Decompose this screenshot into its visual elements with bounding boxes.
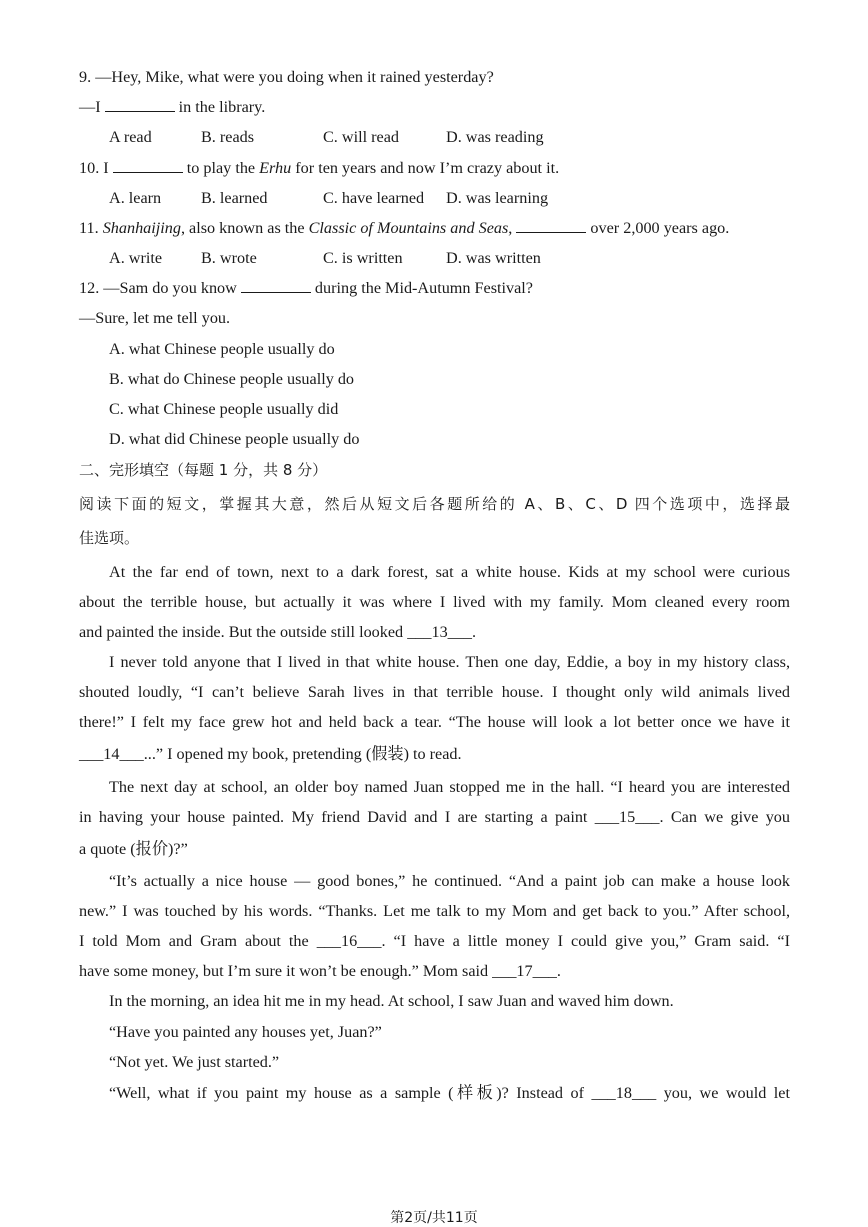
question-text: in the library. xyxy=(178,98,266,116)
question-9-answer-line xyxy=(79,97,265,117)
passage-line: about the terrible house, but actually it was where I lived with my family. Mom cleaned every room xyxy=(79,593,790,611)
option-a[interactable]: A. write xyxy=(109,249,163,267)
passage-line: and painted the inside. But the outside still looked ___13___. xyxy=(79,623,476,641)
question-9-options xyxy=(109,127,544,147)
question-text: for ten years and now I’m crazy about it. xyxy=(295,159,560,177)
question-number: 12. xyxy=(79,279,100,297)
question-12-stem xyxy=(79,278,533,298)
option-a[interactable]: A. what Chinese people usually do xyxy=(109,340,335,358)
passage-line: shouted loudly, “I can’t believe Sarah lives in that terrible house. I thought only wild animals lived xyxy=(79,683,790,701)
option-c[interactable]: C. will read xyxy=(323,128,399,146)
italic-term: Classic of Mountains and Seas xyxy=(308,219,509,237)
question-text: —I xyxy=(79,98,101,116)
option-a[interactable]: A read xyxy=(109,128,152,146)
question-text: —Sure, let me tell you. xyxy=(79,309,231,327)
passage-line: At the far end of town, next to a dark forest, sat a white house. Kids at my school were curious xyxy=(109,563,790,581)
question-12-reply xyxy=(79,308,230,328)
section-instruction: 阅读下面的短文，掌握其大意，然后从短文后各题所给的 A、B、C、D 四个选项中，选择最 xyxy=(79,495,790,513)
question-text: during the Mid-Autumn Festival? xyxy=(314,279,533,297)
answer-blank xyxy=(516,218,586,233)
option-b[interactable]: B. reads xyxy=(201,128,255,146)
answer-blank xyxy=(113,158,183,173)
question-11-options xyxy=(109,248,541,268)
question-11-stem xyxy=(79,218,729,238)
passage-line: “Not yet. We just started.” xyxy=(109,1053,280,1071)
option-b[interactable]: B. learned xyxy=(201,189,268,207)
question-text: to play the xyxy=(186,159,256,177)
passage-line: in having your house painted. My friend David and I are starting a paint ___15___. Can we give you xyxy=(79,808,790,826)
italic-term: Shanhaijing xyxy=(102,219,181,237)
option-a[interactable]: A. learn xyxy=(109,189,162,207)
answer-blank xyxy=(241,278,311,293)
option-c[interactable]: C. is written xyxy=(323,249,403,267)
question-9-stem xyxy=(79,67,494,87)
option-d[interactable]: D. was learning xyxy=(446,189,549,207)
option-d[interactable]: D. was written xyxy=(446,249,541,267)
option-c[interactable]: C. what Chinese people usually did xyxy=(109,400,339,418)
question-text: , also known as the xyxy=(180,219,305,237)
question-text: —Sam do you know xyxy=(103,279,237,297)
passage-line: ___14___...” I opened my book, pretending (假装) to read. xyxy=(79,745,462,763)
passage-line: The next day at school, an older boy named Juan stopped me in the hall. “I heard you are interested xyxy=(109,778,790,796)
option-b[interactable]: B. wrote xyxy=(201,249,257,267)
option-d[interactable]: D. what did Chinese people usually do xyxy=(109,430,360,448)
passage-line: there!” I felt my face grew hot and held back a tear. “The house will look a lot better once we have it xyxy=(79,713,790,731)
question-text: —Hey, Mike, what were you doing when it rained yesterday? xyxy=(95,68,494,86)
option-b[interactable]: B. what do Chinese people usually do xyxy=(109,370,355,388)
passage-line: “It’s actually a nice house — good bones,” he continued. “And a paint job can make a house look xyxy=(109,872,790,890)
passage-line: a quote (报价)?” xyxy=(79,840,188,858)
section-heading: 二、完形填空（每题 1 分，共 8 分） xyxy=(79,461,328,479)
question-10-stem xyxy=(79,158,559,178)
answer-blank xyxy=(105,97,175,112)
question-number: 10. xyxy=(79,159,100,177)
passage-line: I never told anyone that I lived in that white house. Then one day, Eddie, a boy in my history class, xyxy=(109,653,790,671)
passage-line: “Have you painted any houses yet, Juan?” xyxy=(109,1023,382,1041)
question-text: over 2,000 years ago. xyxy=(590,219,730,237)
italic-term: Erhu xyxy=(259,159,292,177)
question-text: , xyxy=(508,219,513,237)
question-10-options xyxy=(109,188,548,208)
passage-line: I told Mom and Gram about the ___16___. “I have a little money I could give you,” Gram said. “I xyxy=(79,932,790,950)
section-instruction: 佳选项。 xyxy=(79,529,140,547)
question-text: I xyxy=(103,159,109,177)
passage-line: In the morning, an idea hit me in my head. At school, I saw Juan and waved him down. xyxy=(109,992,674,1010)
page-number: 第2页/共11页 xyxy=(390,1210,478,1226)
question-number: 11. xyxy=(79,219,99,237)
passage-line: “Well, what if you paint my house as a sample (样板)? Instead of ___18___ you, we would let xyxy=(109,1084,790,1102)
passage-line: have some money, but I’m sure it won’t be enough.” Mom said ___17___. xyxy=(79,962,561,980)
question-number: 9. xyxy=(79,68,92,86)
option-c[interactable]: C. have learned xyxy=(323,189,425,207)
option-d[interactable]: D. was reading xyxy=(446,128,544,146)
passage-line: new.” I was touched by his words. “Thanks. Let me talk to my Mom and get back to you.” After school, xyxy=(79,902,790,920)
